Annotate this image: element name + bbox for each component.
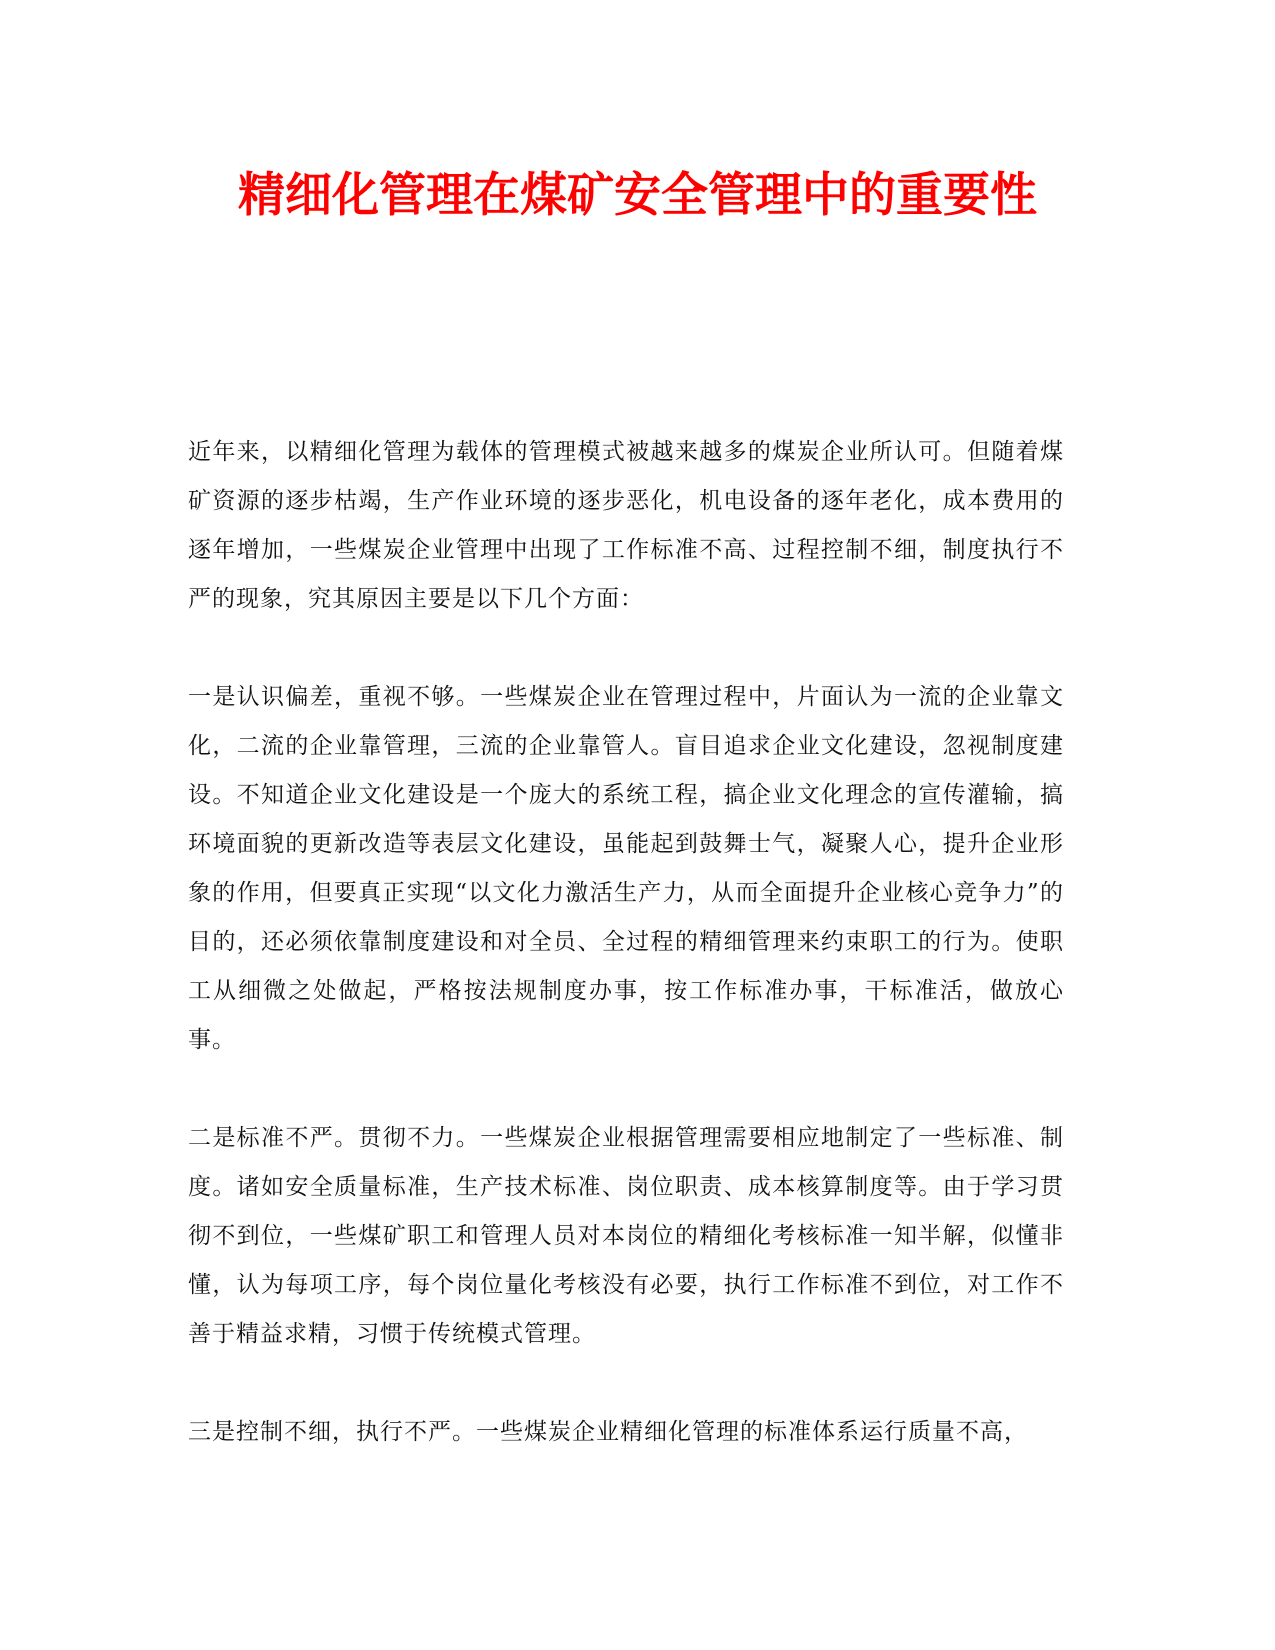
document-title: 精细化管理在煤矿安全管理中的重要性 — [238, 168, 1037, 223]
paragraph-point-two: 二是标准不严。贯彻不力。一些煤炭企业根据管理需要相应地制定了一些标准、制度。诸如安全质量标准，生产技术标准、岗位职责、成本核算制度等。由于学习贯彻不到位，一些煤矿职工和管理人员对本岗位的精细化考核标准一知半解，似懂非懂，认为每项工序，每个岗位量化考核没有必要，执行工作标准不到位，对工作不善于精益求精，习惯于传统模式管理。 — [188, 1125, 1064, 1347]
document-body — [188, 428, 1064, 1506]
paragraph-point-one: 一是认识偏差，重视不够。一些煤炭企业在管理过程中，片面认为一流的企业靠文化，二流的企业靠管理，三流的企业靠管人。盲目追求企业文化建设，忽视制度建设。不知道企业文化建设是一个庞大的系统工程，搞企业文化理念的宣传灌输，搞环境面貌的更新改造等表层文化建设，虽能起到鼓舞士气，凝聚人心，提升企业形象的作用，但要真正实现“以文化力激活生产力，从而全面提升企业核心竞争力”的目的，还必须依靠制度建设和对全员、全过程的精细管理来约束职工的行为。使职工从细微之处做起，严格按法规制度办事，按工作标准办事，干标准活，做放心事。 — [188, 684, 1064, 1053]
paragraph-intro: 近年来，以精细化管理为载体的管理模式被越来越多的煤炭企业所认可。但随着煤矿资源的逐步枯竭，生产作业环境的逐步恶化，机电设备的逐年老化，成本费用的逐年增加，一些煤炭企业管理中出现了工作标准不高、过程控制不细，制度执行不严的现象，究其原因主要是以下几个方面： — [188, 439, 1064, 612]
paragraph-point-three: 三是控制不细，执行不严。一些煤炭企业精细化管理的标准体系运行质量不高， — [188, 1419, 1028, 1445]
